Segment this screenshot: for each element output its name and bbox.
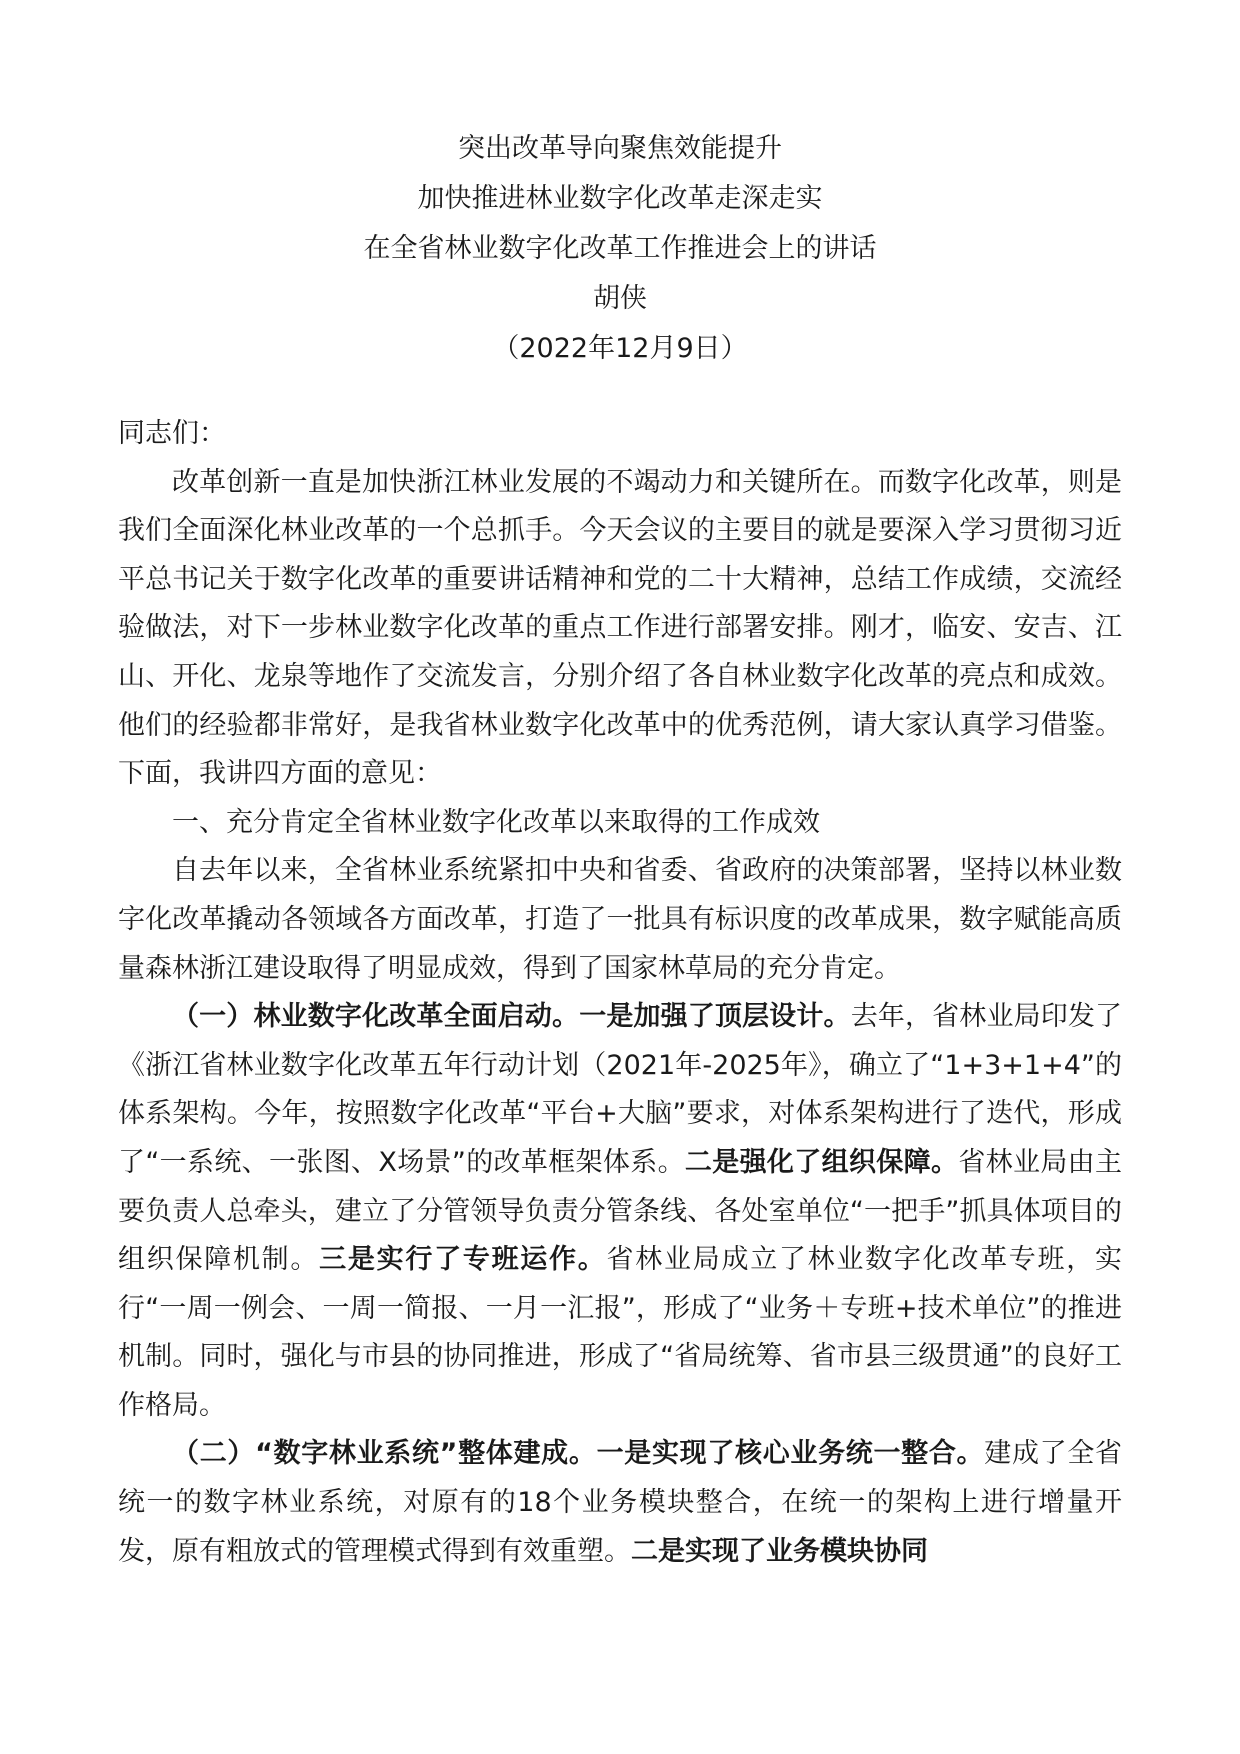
part-1-lead: （一）林业数字化改革全面启动。 (172, 1001, 580, 1033)
part-2-paragraph (118, 1430, 1122, 1576)
part-1-point-2-text: 省林业局由主要负责人总牵头，建立了分管领导负责分管条线、各处室单位“一把手”抓具体项目的组织保障机制。 (118, 1146, 1123, 1276)
title-line-1: 突出改革导向聚焦效能提升 (458, 133, 782, 164)
salutation: 同志们： (118, 418, 226, 449)
title-line-3: 在全省林业数字化改革工作推进会上的讲话 (363, 233, 877, 264)
part-1-point-3-text: 省林业局成立了林业数字化改革专班，实行“一周一例会、一周一简报、一月一汇报”，形成了“业务＋专班+技术单位”的推进机制。同时，强化与市县的协同推进，形成了“省局统筹、省市县三级贯通”的良好工作格局。 (118, 1244, 1123, 1421)
part-2-point-2-title: 二是实现了业务模块协同 (631, 1535, 928, 1567)
part-1-point-1-text: 去年，省林业局印发了《浙江省林业数字化改革五年行动计划（2021年-2025年》，确立了“1+3+1+4”的体系架构。今年，按照数字化改革“平台+大脑”要求，对体系架构进行了迭代，形成了“一系统、一张图、X场景”的改革框架体系。 (118, 1001, 1123, 1178)
part-2-point-1-text: 建成了全省统一的数字林业系统，对原有的18个业务模块整合，在统一的架构上进行增量开发，原有粗放式的管理模式得到有效重塑。 (118, 1438, 1123, 1567)
title-line-2: 加快推进林业数字化改革走深走实 (417, 183, 823, 214)
part-2-point-1-title: 一是实现了核心业务统一整合。 (596, 1438, 985, 1470)
part-1-point-3-title: 三是实行了专班运作。 (319, 1244, 607, 1276)
section-1-heading: 一、充分肯定全省林业数字化改革以来取得的工作成效 (172, 806, 820, 838)
speech-date: （2022年12月9日） (492, 333, 748, 364)
part-2-lead: （二）“数字林业系统”整体建成。 (172, 1438, 597, 1470)
section-1-summary: 自去年以来，全省林业系统紧扣中央和省委、省政府的决策部署，坚持以林业数字化改革撬动各领域各方面改革，打造了一批具有标识度的改革成果，数字赋能高质量森林浙江建设取得了明显成效，得到了国家林草局的充分肯定。 (118, 855, 1122, 984)
document-body (118, 410, 1122, 1576)
part-1-point-1-title: 一是加强了顶层设计。 (579, 1001, 851, 1033)
part-1-point-2-title: 二是强化了组织保障。 (684, 1146, 959, 1178)
speaker-name: 胡侠 (593, 283, 647, 314)
part-1-paragraph (118, 993, 1122, 1430)
intro-paragraph: 改革创新一直是加快浙江林业发展的不竭动力和关键所在。而数字化改革，则是我们全面深化林业改革的一个总抓手。今天会议的主要目的就是要深入学习贯彻习近平总书记关于数字化改革的重要讲话精神和党的二十大精神，总结工作成绩，交流经验做法，对下一步林业数字化改革的重点工作进行部署安排。刚才，临安、安吉、江山、开化、龙泉等地作了交流发言，分别介绍了各自林业数字化改革的亮点和成效。他们的经验都非常好，是我省林业数字化改革中的优秀范例，请大家认真学习借鉴。下面，我讲四方面的意见： (118, 466, 1122, 790)
title-block (118, 124, 1122, 374)
